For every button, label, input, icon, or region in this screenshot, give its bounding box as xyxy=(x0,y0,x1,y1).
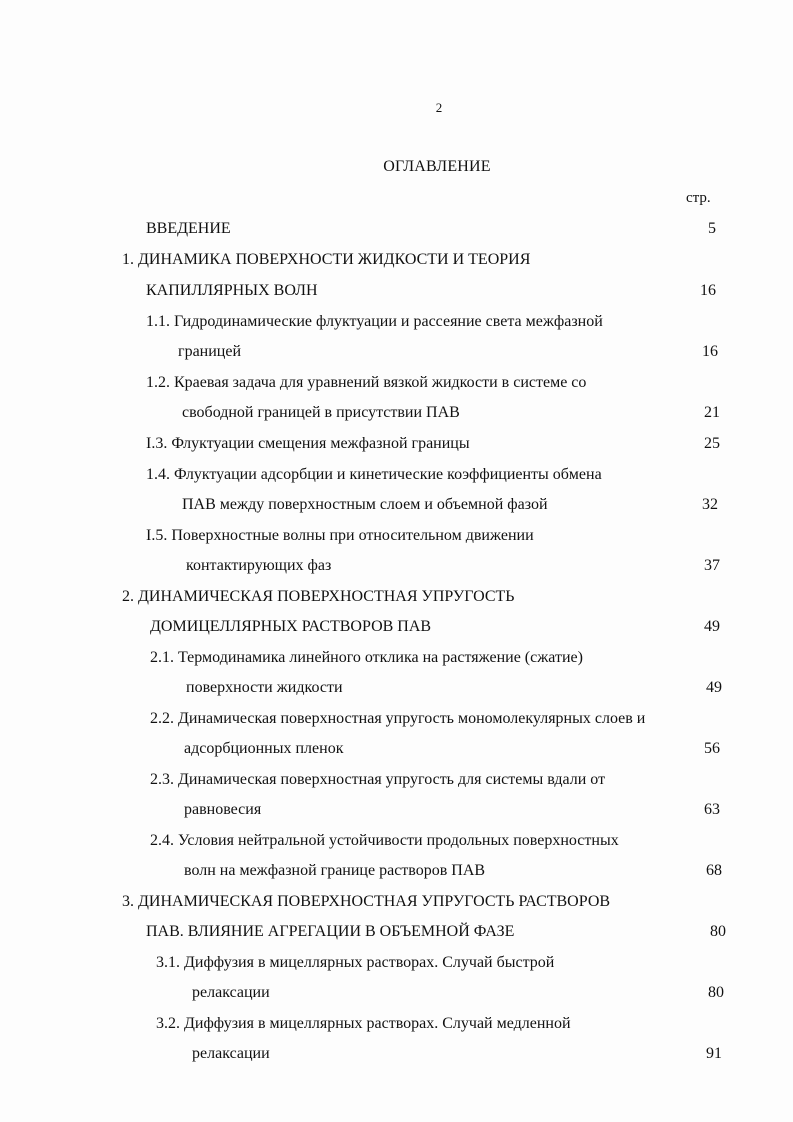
toc-entry-line: 1.1. Гидродинамические флуктуации и рассеяние света межфазной xyxy=(146,313,603,330)
toc-entry-line: контактирующих фаз xyxy=(186,557,332,574)
toc-entry-line: волн на межфазной границе растворов ПАВ xyxy=(184,862,486,879)
toc-entry-page: 21 xyxy=(704,404,720,421)
toc-entry-page: 49 xyxy=(706,679,722,696)
toc-entry-line: I.5. Поверхностные волны при относительном движении xyxy=(146,527,534,544)
toc-entry-line: 3.1. Диффузия в мицеллярных растворах. Случай быстрой xyxy=(156,954,555,971)
toc-entry-line: 3.2. Диффузия в мицеллярных растворах. Случай медленной xyxy=(156,1015,571,1032)
toc-entry-line: ВВЕДЕНИЕ xyxy=(146,220,231,237)
page-column-header: стр. xyxy=(686,190,711,206)
toc-entry-page: 32 xyxy=(702,496,718,513)
toc-entry-page: 63 xyxy=(704,801,720,818)
toc-entry-line: 2.1. Термодинамика линейного отклика на растяжение (сжатие) xyxy=(150,649,583,666)
toc-entry-page: 80 xyxy=(708,984,724,1001)
toc-entry-line: равновесия xyxy=(184,801,262,818)
toc-entry-page: 56 xyxy=(704,740,720,757)
toc-entry-line: ДОМИЦЕЛЛЯРНЫХ РАСТВОРОВ ПАВ xyxy=(150,618,432,635)
toc-entry-line: 3. ДИНАМИЧЕСКАЯ ПОВЕРХНОСТНАЯ УПРУГОСТЬ РАСТВОРОВ xyxy=(122,893,611,910)
page-number: 2 xyxy=(435,100,443,115)
toc-entry-page: 37 xyxy=(704,557,720,574)
toc-entry-page: 49 xyxy=(704,618,720,635)
toc-entry-line: I.3. Флуктуации смещения межфазной границы xyxy=(146,435,470,452)
toc-entry-line: 2.3. Динамическая поверхностная упругость для системы вдали от xyxy=(150,771,606,788)
toc-entry-line: границей xyxy=(178,343,242,360)
toc-entry-page: 16 xyxy=(702,343,718,360)
toc-entry-page: 5 xyxy=(708,220,716,237)
toc-entry-line: ПАВ. ВЛИЯНИЕ АГРЕГАЦИИ В ОБЪЕМНОЙ ФАЗЕ xyxy=(146,923,515,940)
toc-entry-line: релаксации xyxy=(192,1045,270,1062)
toc-entry-page: 25 xyxy=(704,435,720,452)
toc-title: ОГЛАВЛЕНИЕ xyxy=(383,158,491,175)
toc-entry-line: 2.2. Динамическая поверхностная упругость мономолекулярных слоев и xyxy=(150,710,646,727)
toc-entry-line: 2.4. Условия нейтральной устойчивости продольных поверхностных xyxy=(150,832,619,849)
toc-entry-line: КАПИЛЛЯРНЫХ ВОЛН xyxy=(146,282,318,299)
toc-entry-line: свободной границей в присутствии ПАВ xyxy=(182,404,460,421)
toc-entry-line: адсорбционных пленок xyxy=(184,740,344,757)
toc-entry-line: 1. ДИНАМИКА ПОВЕРХНОСТИ ЖИДКОСТИ И ТЕОРИЯ xyxy=(122,251,531,268)
toc-entry-line: релаксации xyxy=(192,984,270,1001)
toc-entry-line: ПАВ между поверхностным слоем и объемной фазой xyxy=(182,496,548,513)
toc-entry-line: поверхности жидкости xyxy=(186,679,343,696)
toc-entry-page: 91 xyxy=(706,1045,722,1062)
toc-entry-page: 16 xyxy=(700,282,716,299)
toc-entry-line: 1.4. Флуктуации адсорбции и кинетические коэффициенты обмена xyxy=(146,466,602,483)
toc-entry-page: 80 xyxy=(710,923,726,940)
toc-entry-line: 2. ДИНАМИЧЕСКАЯ ПОВЕРХНОСТНАЯ УПРУГОСТЬ xyxy=(122,588,515,605)
toc-entry-line: 1.2. Краевая задача для уравнений вязкой жидкости в системе со xyxy=(146,374,587,391)
toc-entry-page: 68 xyxy=(706,862,722,879)
